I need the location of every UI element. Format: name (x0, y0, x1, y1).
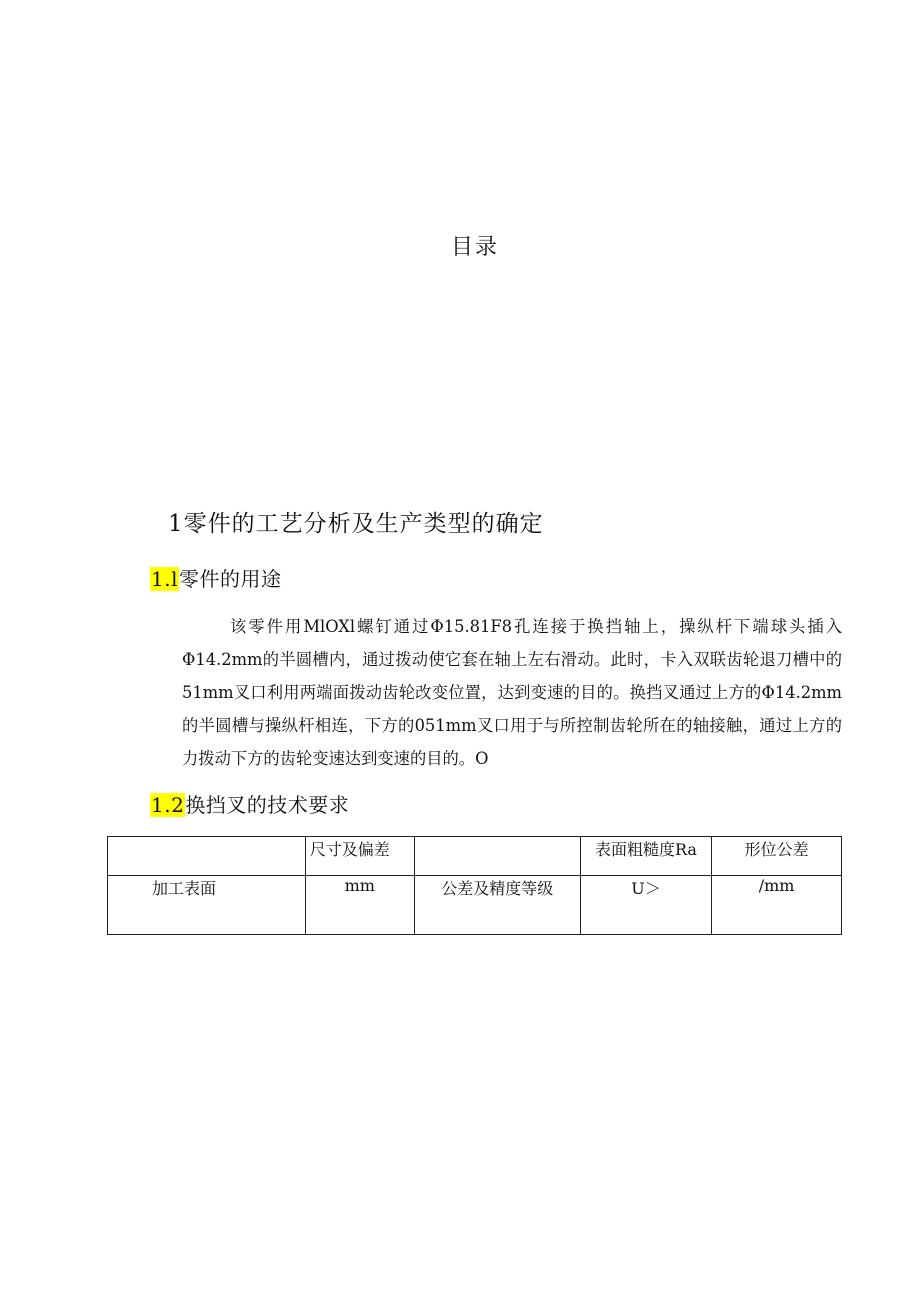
tech-requirements-table (107, 836, 842, 935)
table-cell-form-tolerance: 形位公差 (712, 837, 842, 876)
table-cell-machined-surface: 加工表面 (108, 876, 306, 935)
page-title: 目录 (450, 235, 499, 260)
section-title: 零件的用途 (178, 567, 282, 591)
table-cell-roughness: 表面粗糙度Ra (580, 837, 711, 876)
chapter-heading: 1零件的工艺分析及生产类型的确定 (168, 511, 544, 537)
section-heading-tech-requirements (150, 789, 349, 818)
section-title: 换挡叉的技术要求 (185, 793, 350, 817)
table-cell-unit-mm: mm (305, 876, 414, 935)
table-row (108, 876, 842, 935)
table-cell-unit-um: U＞ (580, 876, 711, 935)
usage-paragraph: 该零件用MlOXl螺钉通过Φ15.81F8孔连接于换挡轴上，操纵杆下端球头插入Φ14.2mm的半圆槽内，通过拨动使它套在轴上左右滑动。此时，卡入双联齿轮退刀槽中的51mm叉口利用两端面拨动齿轮改变位置，达到变速的目的。换挡叉通过上方的Φ14.2mm的半圆槽与操纵杆相连，下方的051mm叉口用于与所控制齿轮所在的轴接触，通过上方的力拨动下方的齿轮变速达到变速的目的。O (182, 617, 842, 768)
table-cell-unit-tolerance: /mm (712, 876, 842, 935)
section-number-highlight: 1.2 (151, 793, 185, 817)
table-cell (108, 837, 306, 876)
section-heading-usage (150, 563, 281, 592)
table-cell-tolerance-grade: 公差及精度等级 (414, 876, 580, 935)
section-number-highlight: 1.l (151, 567, 178, 591)
table-cell (414, 837, 580, 876)
table-cell-size-deviation: 尺寸及偏差 (305, 837, 414, 876)
table-row (108, 837, 842, 876)
